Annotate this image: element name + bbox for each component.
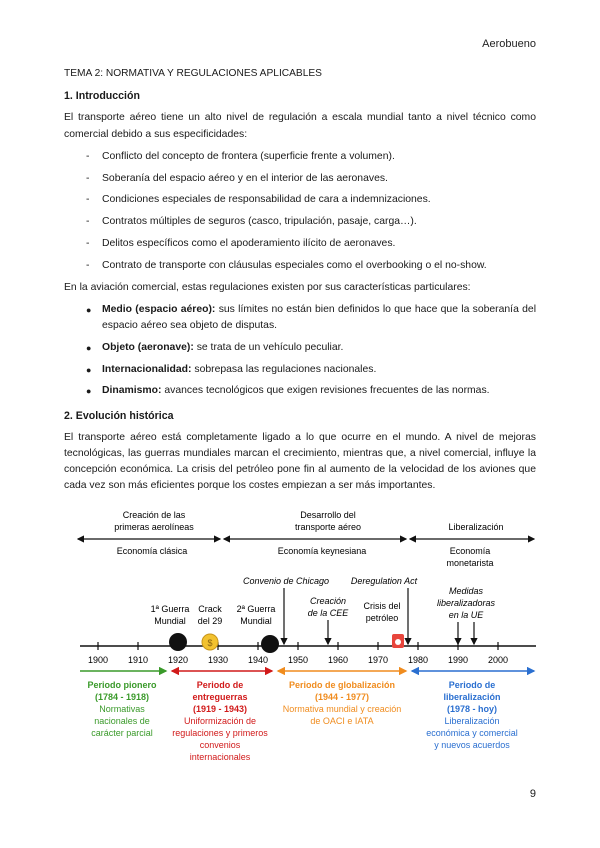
event-label: 2ª Guerra [236,604,276,614]
period-liberalization [426,680,518,750]
svg-text:(1978 - hoy): (1978 - hoy) [446,704,498,714]
intro-paragraph: El transporte aéreo tiene un alto nivel de regulación a escala mundial tanto a nivel técnico como comercial debido a sus especificidades: [64,112,536,140]
year-label: 1910 [127,655,149,665]
running-header: Aerobueno [482,38,536,50]
list-item: ● Internacionalidad: sobrepasa las regulaciones nacionales. [86,362,536,378]
list-item: - Contrato de transporte con cláusulas especiales como el overbooking o el no-show. [86,258,536,274]
svg-text:Uniformización de: Uniformización de [183,716,257,726]
event-label: petróleo [365,613,399,623]
svg-text:regulaciones y primeros: regulaciones y primeros [172,728,268,738]
event-label: Mundial [240,616,272,626]
period-globalization [283,680,402,726]
svg-text:(1784 - 1918): (1784 - 1918) [94,692,150,702]
event-label: Convenio de Chicago [242,576,330,586]
event-label: Creación [309,596,347,606]
period-pioneer [87,680,157,738]
svg-text:carácter parcial: carácter parcial [91,728,153,738]
svg-text:Normativa mundial y creación: Normativa mundial y creación [282,704,402,714]
economy-label: Economía keynesiana [277,546,367,556]
event-label: liberalizadoras [436,598,496,608]
specificities-list [86,149,536,274]
event-label: Crack [198,604,222,614]
year-label: 1950 [287,655,309,665]
svg-text:Periodo de: Periodo de [448,680,496,690]
era-label: Creación de las [122,510,186,520]
era-label: Liberalización [448,522,504,532]
event-label: de la CEE [307,608,349,618]
svg-text:(1919 - 1943): (1919 - 1943) [192,704,248,714]
svg-text:y nuevos acuerdos: y nuevos acuerdos [434,740,510,750]
list-item: - Conflicto del concepto de frontera (superficie frente a volumen). [86,149,536,165]
list-item: ● Objeto (aeronave): se trata de un vehículo peculiar. [86,340,536,356]
svg-text:Periodo pionero: Periodo pionero [87,680,157,690]
list-item: - Contratos múltiples de seguros (casco, tripulación, pasaje, carga…). [86,214,536,230]
svg-text:liberalización: liberalización [443,692,501,702]
year-label: 1900 [87,655,109,665]
list-item: - Delitos específicos como el apoderamiento ilícito de aeronaves. [86,236,536,252]
svg-text:internacionales: internacionales [189,752,251,762]
commercial-intro: En la aviación comercial, estas regulaciones existen por sus características particulares: [64,281,471,293]
list-item: - Soberanía del espacio aéreo y en el interior de las aeronaves. [86,171,536,187]
fuel-can-cap-icon [395,639,401,645]
svg-text:entreguerras: entreguerras [192,692,248,702]
event-label: 1ª Guerra [150,604,190,614]
history-timeline-figure [60,506,540,776]
event-label: Medidas [448,586,484,596]
svg-text:convenios: convenios [199,740,241,750]
svg-text:de OACI e IATA: de OACI e IATA [310,716,374,726]
event-label: Crisis del [363,601,401,611]
timeline-svg [60,506,540,776]
era-label: primeras aerolíneas [114,522,194,532]
svg-text:Normativas: Normativas [99,704,145,714]
economy-label: Economía clásica [116,546,188,556]
topic-title: TEMA 2: NORMATIVA Y REGULACIONES APLICABLES [64,68,322,79]
era-label: Desarrollo del [300,510,356,520]
characteristics-list [86,302,536,400]
year-label: 1920 [167,655,189,665]
year-label: 1960 [327,655,349,665]
event-label: Mundial [154,616,186,626]
history-paragraph: El transporte aéreo está completamente ligado a lo que ocurre en el mundo. A nivel de mejoras tecnológicas, las guerras mundiales marcan el crecimiento, mientras que, a nivel comercial, influye la concepción económica. La crisis del petróleo pone fin al aumento de la velocidad de los aviones que cada vez son más eficientes porque los costes empiezan a ser más importantes. [64,431,536,492]
year-label: 1980 [407,655,429,665]
svg-text:económica y comercial: económica y comercial [426,728,518,738]
svg-text:nacionales de: nacionales de [94,716,150,726]
year-label: 1970 [367,655,389,665]
era-label: transporte aéreo [294,522,362,532]
economy-label: Economía [449,546,491,556]
section-heading-history: 2. Evolución histórica [64,409,174,422]
svg-text:Periodo de globalización: Periodo de globalización [288,680,396,690]
svg-text:Periodo de: Periodo de [196,680,244,690]
list-item: ● Dinamismo: avances tecnológicos que exigen revisiones frecuentes de las normas. [86,383,536,399]
war-bomb-icon [261,635,279,653]
section-heading-intro: 1. Introducción [64,90,140,103]
page-content [64,66,536,501]
economy-label: monetarista [446,558,494,568]
event-label: Deregulation Act [350,576,418,586]
event-label: del 29 [197,616,223,626]
dollar-icon: $ [207,638,213,648]
svg-text:Liberalización: Liberalización [444,716,500,726]
period-interwar [172,680,268,762]
svg-text:(1944 - 1977): (1944 - 1977) [314,692,370,702]
year-label: 1940 [247,655,269,665]
page-number: 9 [529,788,536,800]
list-item: - Condiciones especiales de responsabilidad de cara a indemnizaciones. [86,192,536,208]
event-label: en la UE [448,610,484,620]
year-label: 1990 [447,655,469,665]
list-item: ● Medio (espacio aéreo): sus límites no están bien definidos lo que hace que la soberanía del espacio aéreo sea objeto de disputas. [86,302,536,334]
year-label: 2000 [487,655,509,665]
year-label: 1930 [207,655,229,665]
war-bomb-icon [169,633,187,651]
